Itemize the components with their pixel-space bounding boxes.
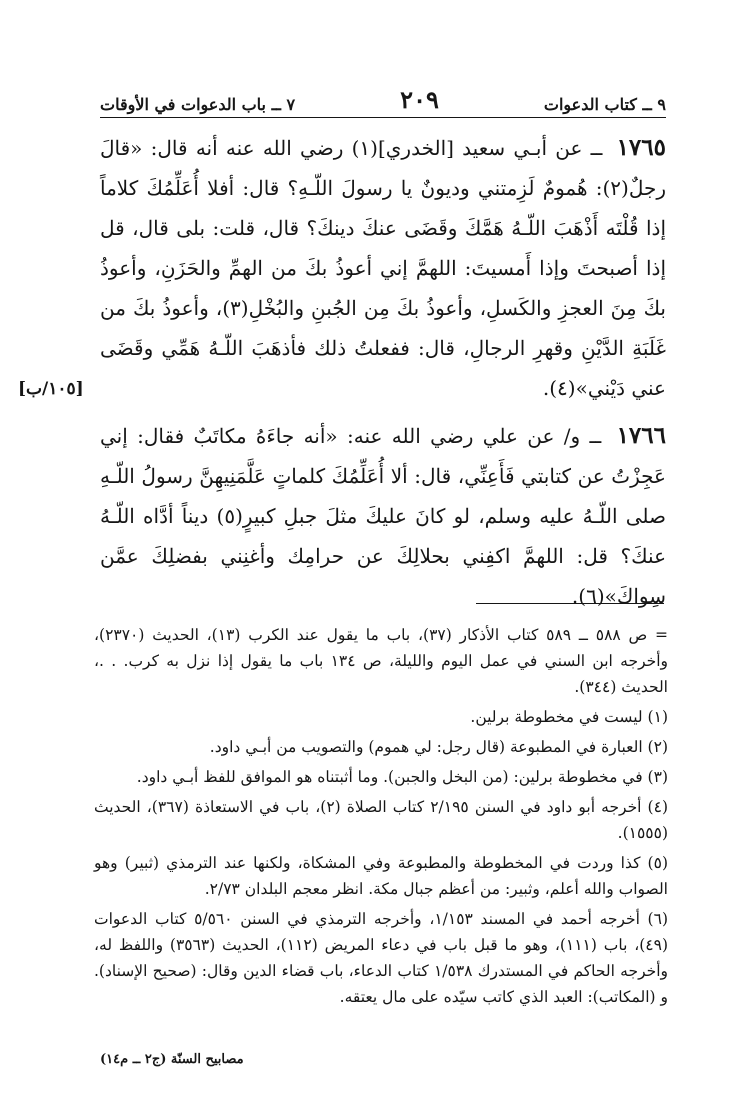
running-header: [100, 84, 666, 117]
hadith-text: ــ عن أبـي سعيد [الخدري](١) رضي الله عنه أنه قال: «قالَ رجلٌ(٢): هُمومٌ لَزِمتني وديونٌ يا رسولَ اللّـهِ؟ قال: أفلا أُعَلِّمُكَ كلاماً إذا قُلْتَه أَذْهَبَ اللّـهُ هَمَّكَ وقَضَى عنكَ دينكَ؟ قال، قلت: بلى قال، قل إذا أصبحتَ وإذا أَمسيتَ: اللهمَّ إني أعوذُ بكَ من الهمِّ والحَزَنِ، وأعوذُ بكَ مِنَ العجزِ والكَسلِ، وأعوذُ بكَ مِن الجُبنِ والبُخْلِ(٣)، وأعوذُ بكَ من غَلَبَةِ الدَّيْنِ وقهرِ الرجالِ، قال: ففعلتُ ذلك فأذهَبَ اللّـهُ هَمِّي وقَضَى عني دَيْني»(٤).: [100, 136, 667, 400]
main-text: [100, 128, 666, 624]
footnote-3: (٣) في مخطوطة برلين: (من البخل والجبن). وما أثبتناه هو الموافق للفظ أبـي داود.: [136, 768, 668, 786]
footnotes: [94, 622, 668, 1014]
footnote-continuation: = ص ٥٨٨ ــ ٥٨٩ كتاب الأذكار (٣٧)، باب ما يقول عند الكرب (١٣)، الحديث (٢٣٧٠)، وأخرجه ابن السني في عمل اليوم والليلة، ص ١٣٤ باب ما يقول إذا نزل به كرب. . .، الحديث (٣٤٤).: [94, 626, 669, 696]
footnote-rule: [476, 603, 664, 604]
hadith-1766: [100, 416, 666, 616]
footnote-2: (٢) العبارة في المطبوعة (قال رجل: لي هموم) والتصويب من أبـي داود.: [209, 738, 668, 756]
hadith-number: ١٧٦٥: [616, 134, 666, 161]
hadith-1765: [100, 128, 666, 408]
signature-mark: مصابيح السنّة (ج٢ ــ م١٤): [100, 1052, 244, 1067]
header-section: ٧ ــ باب الدعوات في الأوقات: [100, 95, 296, 114]
footnote-6: (٦) أخرجه أحمد في المسند ١/١٥٣، وأخرجه الترمذي في السنن ٥/٥٦٠ كتاب الدعوات (٤٩)، باب (١١١)، وهو ما قبل باب في دعاء المريض (١١٢)، الحديث (٣٥٦٣) واللفظ له، وأخرجه الحاكم في المستدرك ١/٥٣٨ كتاب الدعاء، باب قضاء الدين وقال: (صحيح الإسناد). و (المكاتب): العبد الذي كاتب سيّده على مال يعتقه.: [94, 910, 669, 1006]
footnote-5: (٥) كذا وردت في المخطوطة والمطبوعة وفي المشكاة، ولكنها عند الترمذي (ثبير) وهو الصواب والله أعلم، وثبير: من أعظم جبال مكة. انظر معجم البلدان ٢/٧٣.: [94, 854, 668, 898]
hadith-number: ١٧٦٦: [616, 422, 666, 449]
margin-folio-reference: [١٠٥/ب]: [18, 379, 84, 399]
page-number: ٢٠٩: [400, 85, 439, 114]
header-book-chapter: ٩ ــ كتاب الدعوات: [543, 95, 666, 114]
footnote-1: (١) ليست في مخطوطة برلين.: [470, 708, 668, 726]
header-rule: [100, 117, 666, 118]
footnote-4: (٤) أخرجه أبو داود في السنن ٢/١٩٥ كتاب الصلاة (٢)، باب في الاستعاذة (٣٦٧)، الحديث (١٥٥٥).: [94, 798, 668, 842]
hadith-text: ــ و/ عن علي رضي الله عنه: «أنه جاءَهُ مكاتَبٌ فقال: إني عَجِزْتُ عن كتابتي فَأَعِنِّي، قال: ألا أُعَلِّمُكَ كلماتٍ عَلَّمَنِيهِنَّ رسولُ اللّـهِ صلى اللّـهُ عليه وسلم، لو كانَ عليكَ مثلَ جبلِ كبيرٍ(٥) ديناً أدَّاه اللّـهُ عنكَ؟ قل: اللهمَّ اكفِني بحلالِكَ عن حرامِك وأغنِني بفضلِكَ عمَّن سِواكَ»(٦).: [100, 424, 666, 608]
